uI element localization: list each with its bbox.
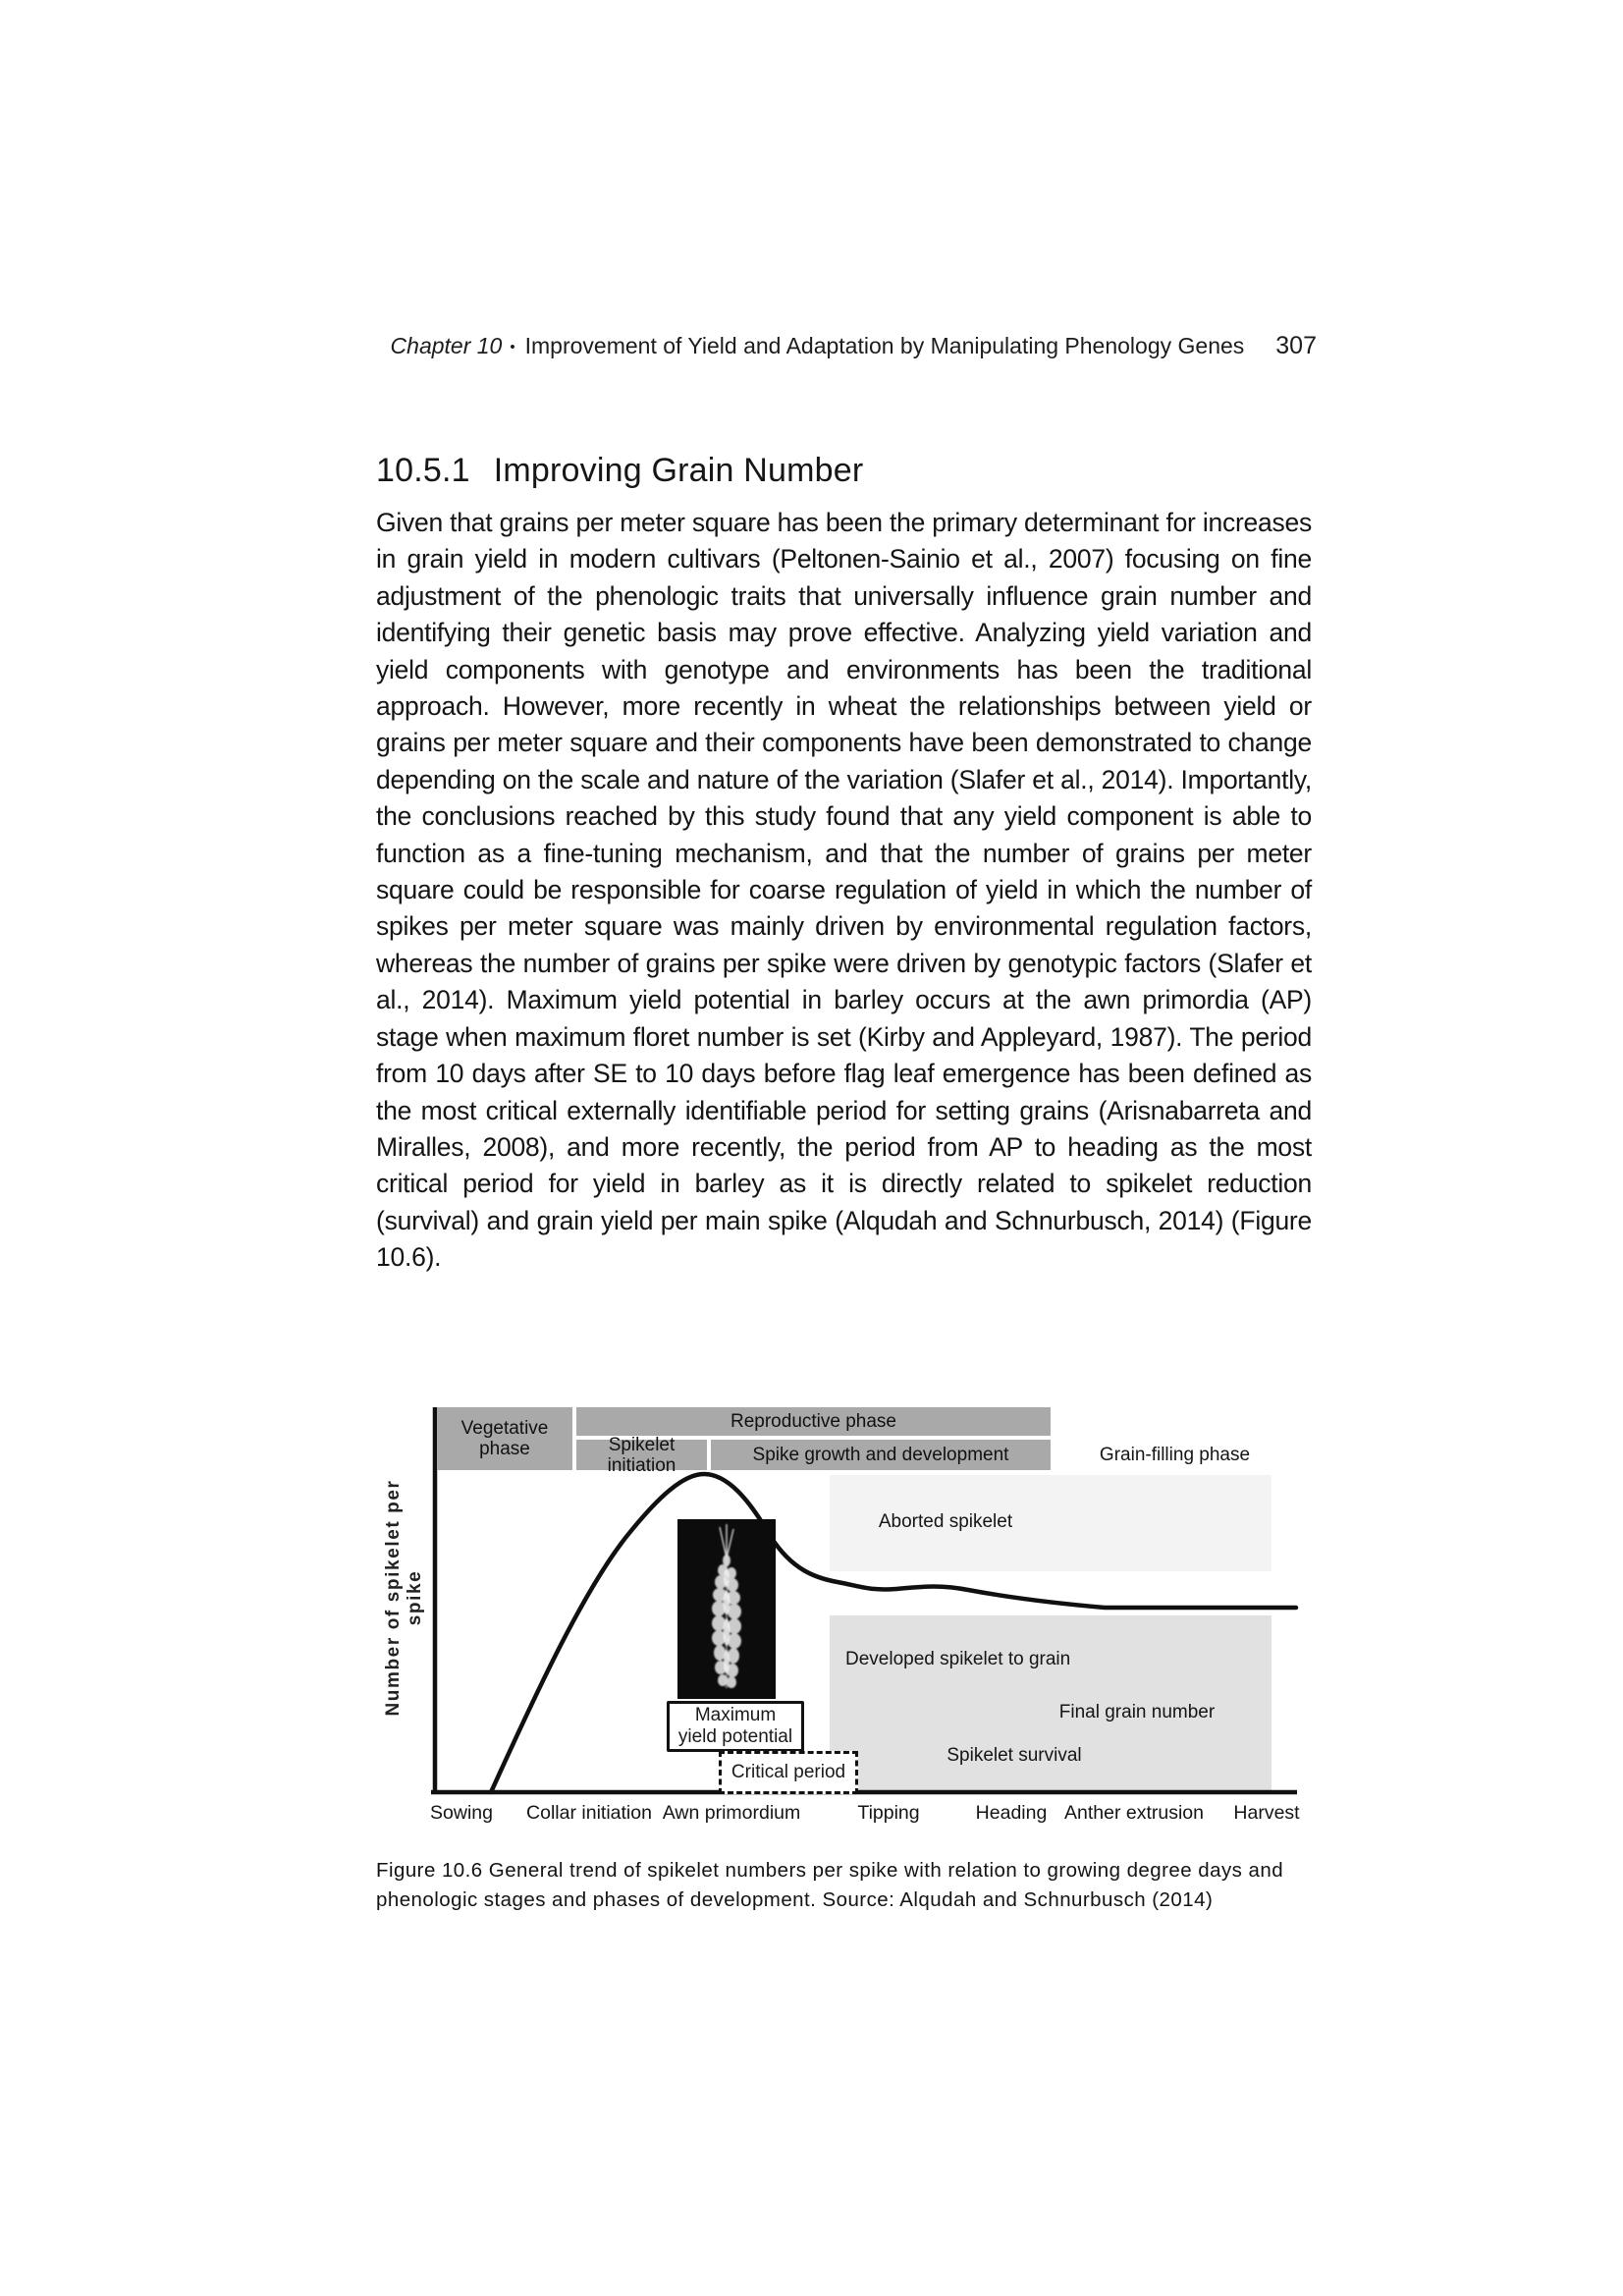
- figure-caption-line2: phenologic stages and phases of development. Source: Alqudah and Schnurbusch (2014): [376, 1888, 1214, 1911]
- spikelet-initiation-bar: [576, 1434, 707, 1476]
- vegetative-phase-bar: [437, 1407, 572, 1470]
- figure-10-6: [376, 1401, 1309, 1853]
- x-axis-label-heading: Heading: [975, 1802, 1048, 1824]
- x-axis-label-tipping: Tipping: [857, 1802, 920, 1824]
- x-axis-label-awn-primordium: Awn primordium: [662, 1802, 801, 1824]
- running-header-title: Improvement of Yield and Adaptation by Manipulating Phenology Genes: [524, 333, 1245, 358]
- body-paragraph: Given that grains per meter square has been the primary determinant for increases in grain yield in modern cultivars (Peltonen-Sainio et al., 2007) focusing on fine adjustment of the phenologic traits that universally influence grain number and identifying their genetic basis may prove effective. Analyzing yield variation and yield components with genotype and environments has been the traditional approach. However, more recently in wheat the relationships between yield or grains per meter square and their components have been demonstrated to change depending on the scale and nature of the variation (Slafer et al., 2014). Importantly, the conclusions reached by this study found that any yield component is able to function as a fine-tuning mechanism, and that the number of grains per meter square could be responsible for coarse regulation of yield in which the number of spikes per meter square was mainly driven by environmental regulation factors, whereas the number of grains per spike were driven by genotypic factors (Slafer et al., 2014). Maximum yield potential in barley occurs at the awn primordia (AP) stage when maximum floret number is set (Kirby and Appleyard, 1987). The period from 10 days after SE to 10 days before flag leaf emergence has been defined as the most critical externally identifiable period for setting grains (Arisnabarreta and Miralles, 2008), and more recently, the period from AP to heading as the most critical period for yield in barley as it is directly related to spikelet reduction (survival) and grain yield per main spike (Alqudah and Schnurbusch, 2014) (Figure 10.6).: [376, 508, 1312, 1273]
- developed-spikelet-label: Developed spikelet to grain: [845, 1649, 1071, 1669]
- section-heading: [376, 452, 863, 490]
- x-axis-label-harvest: Harvest: [1233, 1802, 1300, 1824]
- running-header: [376, 332, 1317, 360]
- chapter-label: Chapter 10: [390, 333, 503, 358]
- bullet-separator: •: [510, 339, 515, 355]
- maximum-yield-potential-label: Maximum yield potential: [677, 1705, 793, 1747]
- section-number: 10.5.1: [376, 452, 470, 489]
- vegetative-phase-label: Vegetative phase: [460, 1418, 549, 1459]
- section-title: Improving Grain Number: [493, 452, 864, 489]
- grain-filling-phase-label: Grain-filling phase: [1099, 1445, 1251, 1465]
- spike-growth-label: Spike growth and development: [752, 1445, 1009, 1465]
- maximum-yield-potential-box: [667, 1701, 804, 1752]
- x-axis-label-anther-extrusion: Anther extrusion: [1064, 1802, 1204, 1824]
- critical-period-label: Critical period: [730, 1762, 846, 1782]
- spikelet-survival-label: Spikelet survival: [947, 1745, 1082, 1766]
- reproductive-phase-label: Reproductive phase: [730, 1411, 896, 1432]
- figure-caption-line1: Figure 10.6 General trend of spikelet numbers per spike with relation to growing degree days and: [376, 1859, 1284, 1882]
- page-number: 307: [1275, 332, 1317, 359]
- spike-growth-bar: [711, 1440, 1051, 1470]
- reproductive-phase-bar: [576, 1407, 1051, 1436]
- critical-period-box: [719, 1751, 858, 1794]
- y-axis-label: Number of spikelet per spike: [383, 1479, 425, 1717]
- x-axis-label-collar-initiation: Collar initiation: [526, 1802, 652, 1824]
- spike-photo: [677, 1519, 776, 1699]
- aborted-spikelet-label: Aborted spikelet: [878, 1511, 1013, 1532]
- spikelet-initiation-label: Spikelet initiation: [607, 1434, 676, 1476]
- figure-caption: [376, 1856, 1333, 1915]
- final-grain-number-label: Final grain number: [1058, 1702, 1216, 1722]
- x-axis-label-sowing: Sowing: [430, 1802, 493, 1824]
